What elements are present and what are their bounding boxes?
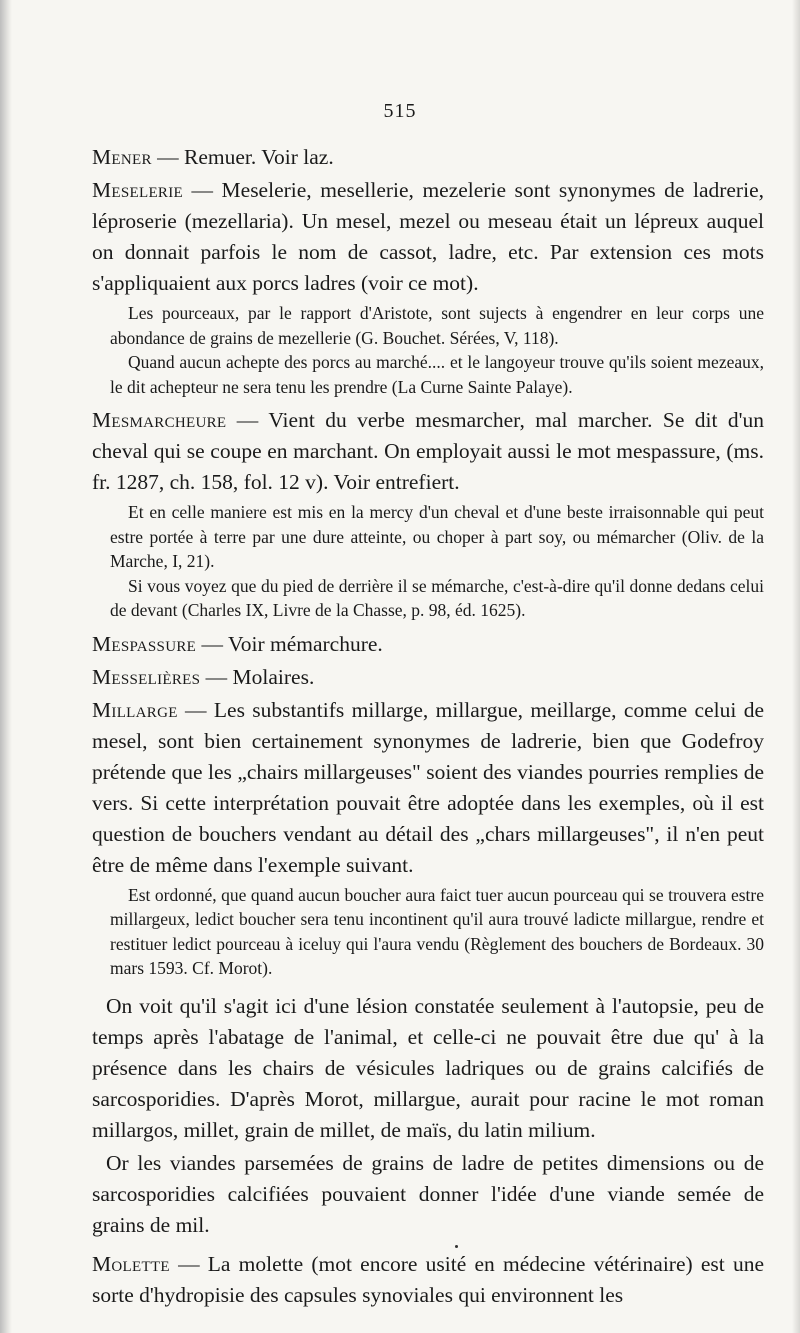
entry-text: — Vient du verbe mesmarcher, mal marcher. Se dit d'un cheval qui se coupe en marchant. On employait aussi le mot mespassure, (ms. fr. 1287, ch. 158, fol. 12 v). Voir entrefiert. xyxy=(92,408,764,494)
entry-text: — Voir mémarchure. xyxy=(196,631,383,656)
entry-meselerie xyxy=(92,175,764,299)
quotation-block xyxy=(92,883,764,981)
entry-text: — Les substantifs millarge, millargue, meillarge, comme celui de mesel, sont bien certainement synonymes de ladrerie, bien que Godefroy prétende que les „chairs millargeuses" soient des viandes pourries remplies de vers. Si cette interprétation pouvait être adoptée dans les exemples, où il est question de bouchers vendant au détail des „chars millargeuses", il n'en peut être de même dans l'exemple suivant. xyxy=(92,697,764,877)
entry-mesmarcheure xyxy=(92,405,764,498)
entry-headword: Meselerie xyxy=(92,178,183,202)
print-speck xyxy=(455,1245,458,1248)
entry-headword: Mesmarcheure xyxy=(92,408,227,432)
entry-messelieres xyxy=(92,662,764,693)
page-gutter xyxy=(0,0,12,1333)
quotation: Si vous voyez que du pied de derrière il se mémarche, c'est-à-dire qu'il donne dedans celui de devant (Charles IX, Livre de la Chasse, p. 98, éd. 1625). xyxy=(110,575,764,620)
entry-mener xyxy=(92,142,764,173)
body-paragraph: Or les viandes parsemées de grains de ladre de petites dimensions ou de sarcosporidies calcifiées pouvaient donner l'idée d'une viande semée de grains de mil. xyxy=(92,1150,764,1237)
quotation: Les pourceaux, par le rapport d'Aristote, sont sujects à engendrer en leur corps une abondance de grains de mezellerie (G. Bouchet. Sérées, V, 118). xyxy=(110,303,764,348)
entry-text: — Molaires. xyxy=(200,664,315,689)
quotation: Quand aucun achepte des porcs au marché.... et le langoyeur trouve qu'ils soient mezeaux, le dit achepteur ne sera tenu les prendre (La Curne Sainte Palaye). xyxy=(110,352,764,397)
entry-headword: Messelières xyxy=(92,664,201,689)
entry-millarge xyxy=(92,695,764,881)
entry-mespassure xyxy=(92,629,764,660)
entry-text: — Remuer. Voir laz. xyxy=(151,145,334,169)
page-body xyxy=(92,142,764,1313)
page-number: 515 xyxy=(383,100,417,122)
quotation-block xyxy=(92,500,764,623)
body-paragraph: On voit qu'il s'agit ici d'une lésion constatée seulement à l'autopsie, peu de temps après l'abatage de l'animal, et celle-ci ne pouvait être due qu' à la présence dans les chairs de vésicules ladriques ou de grains calcifiés de sarcosporidies. D'après Morot, millargue, aurait pour racine le mot roman millargos, millet, grain de millet, de maïs, du latin milium. xyxy=(92,993,764,1142)
page-edge xyxy=(792,0,800,1333)
quotation-block xyxy=(92,301,764,399)
entry-headword: Molette xyxy=(92,1251,170,1276)
entry-text: — La molette (mot encore usité en médecine vétérinaire) est une sorte d'hydropisie des capsules synoviales qui environnent les xyxy=(92,1251,764,1307)
entry-molette xyxy=(92,1249,764,1311)
entry-headword: Mener xyxy=(92,145,152,169)
entry-headword: Mespassure xyxy=(92,631,197,656)
quotation: Est ordonné, que quand aucun boucher aura faict tuer aucun pourceau qui se trouvera estre millargeux, ledict boucher sera tenu incontinent qu'il aura trouvé ladicte millargue, rendre et restituer ledict pourceau à iceluy qui l'aura vendu (Règlement des bouchers de Bordeaux. 30 mars 1593. Cf. Morot). xyxy=(110,884,764,978)
entry-text: — Meselerie, mesellerie, mezelerie sont synonymes de ladrerie, léproserie (mezellaria). Un mesel, mezel ou meseau était un lépreux auquel on donnait parfois le nom de cassot, ladre, etc. Par extension ces mots s'appliquaient aux porcs ladres (voir ce mot). xyxy=(92,178,764,295)
quotation: Et en celle maniere est mis en la mercy d'un cheval et d'une beste irraisonnable qui peut estre portée à terre par une dure atteinte, ou choper à part soy, ou mémarcher (Oliv. de la Marche, I, 21). xyxy=(110,502,764,571)
entry-headword: Millarge xyxy=(92,697,178,722)
